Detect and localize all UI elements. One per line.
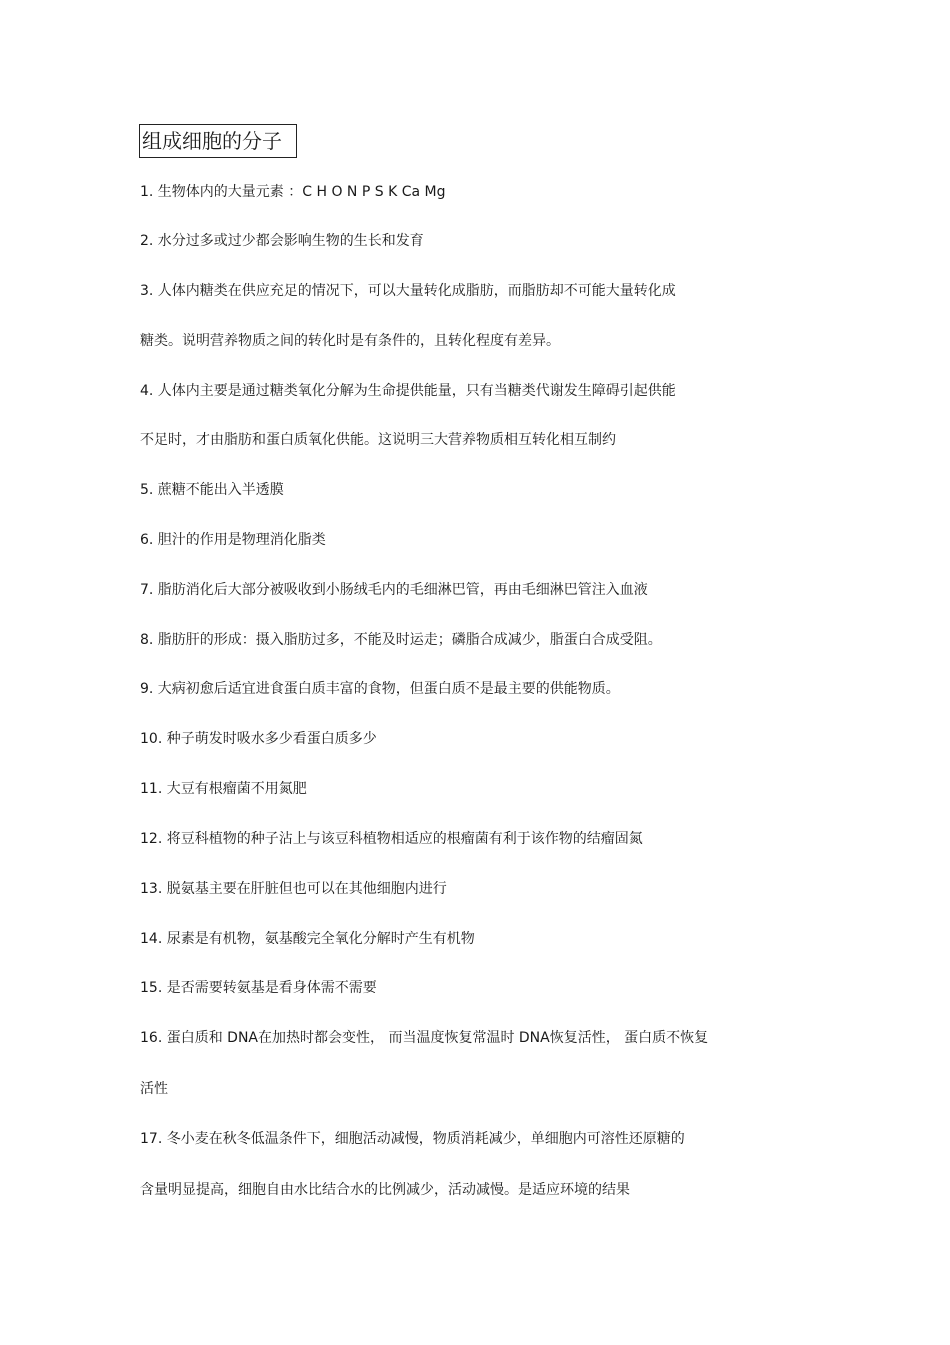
text-line: 12. 将豆科植物的种子沾上与该豆科植物相适应的根瘤菌有利于该作物的结瘤固氮 bbox=[140, 831, 643, 847]
text-line: 糖类。说明营养物质之间的转化时是有条件的，且转化程度有差异。 bbox=[140, 333, 560, 349]
text-line: 6. 胆汁的作用是物理消化脂类 bbox=[140, 532, 326, 548]
text-line: 16. 蛋白质和 DNA在加热时都会变性， 而当温度恢复常温时 DNA恢复活性， 蛋白质不恢复 bbox=[140, 1030, 709, 1046]
text-line: 7. 脂肪消化后大部分被吸收到小肠绒毛内的毛细淋巴管，再由毛细淋巴管注入血液 bbox=[140, 582, 648, 598]
text-line: 活性 bbox=[140, 1081, 168, 1097]
text-line: 14. 尿素是有机物，氨基酸完全氧化分解时产生有机物 bbox=[140, 931, 475, 947]
text-line: 17. 冬小麦在秋冬低温条件下，细胞活动减慢，物质消耗减少，单细胞内可溶性还原糖的 bbox=[140, 1131, 685, 1147]
text-line: 不足时，才由脂肪和蛋白质氧化供能。这说明三大营养物质相互转化相互制约 bbox=[140, 432, 616, 448]
text-line: 13. 脱氨基主要在肝脏但也可以在其他细胞内进行 bbox=[140, 881, 447, 897]
text-line: 15. 是否需要转氨基是看身体需不需要 bbox=[140, 980, 377, 996]
text-line: 3. 人体内糖类在供应充足的情况下，可以大量转化成脂肪，而脂肪却不可能大量转化成 bbox=[140, 283, 676, 299]
text-line: 1. 生物体内的大量元素 ：C H O N P S K Ca Mg bbox=[140, 184, 446, 200]
text-line: 4. 人体内主要是通过糖类氧化分解为生命提供能量，只有当糖类代谢发生障碍引起供能 bbox=[140, 383, 676, 399]
text-line: 9. 大病初愈后适宜进食蛋白质丰富的食物，但蛋白质不是最主要的供能物质。 bbox=[140, 681, 620, 697]
text-line: 8. 脂肪肝的形成：摄入脂肪过多，不能及时运走；磷脂合成减少，脂蛋白合成受阻。 bbox=[140, 632, 662, 648]
page-title: 组成细胞的分子 bbox=[139, 124, 297, 158]
text-line: 含量明显提高，细胞自由水比结合水的比例减少，活动减慢。是适应环境的结果 bbox=[140, 1182, 630, 1198]
text-line: 2. 水分过多或过少都会影响生物的生长和发育 bbox=[140, 233, 424, 249]
text-line: 11. 大豆有根瘤菌不用氮肥 bbox=[140, 781, 307, 797]
text-line: 5. 蔗糖不能出入半透膜 bbox=[140, 482, 284, 498]
text-line: 10. 种子萌发时吸水多少看蛋白质多少 bbox=[140, 731, 377, 747]
